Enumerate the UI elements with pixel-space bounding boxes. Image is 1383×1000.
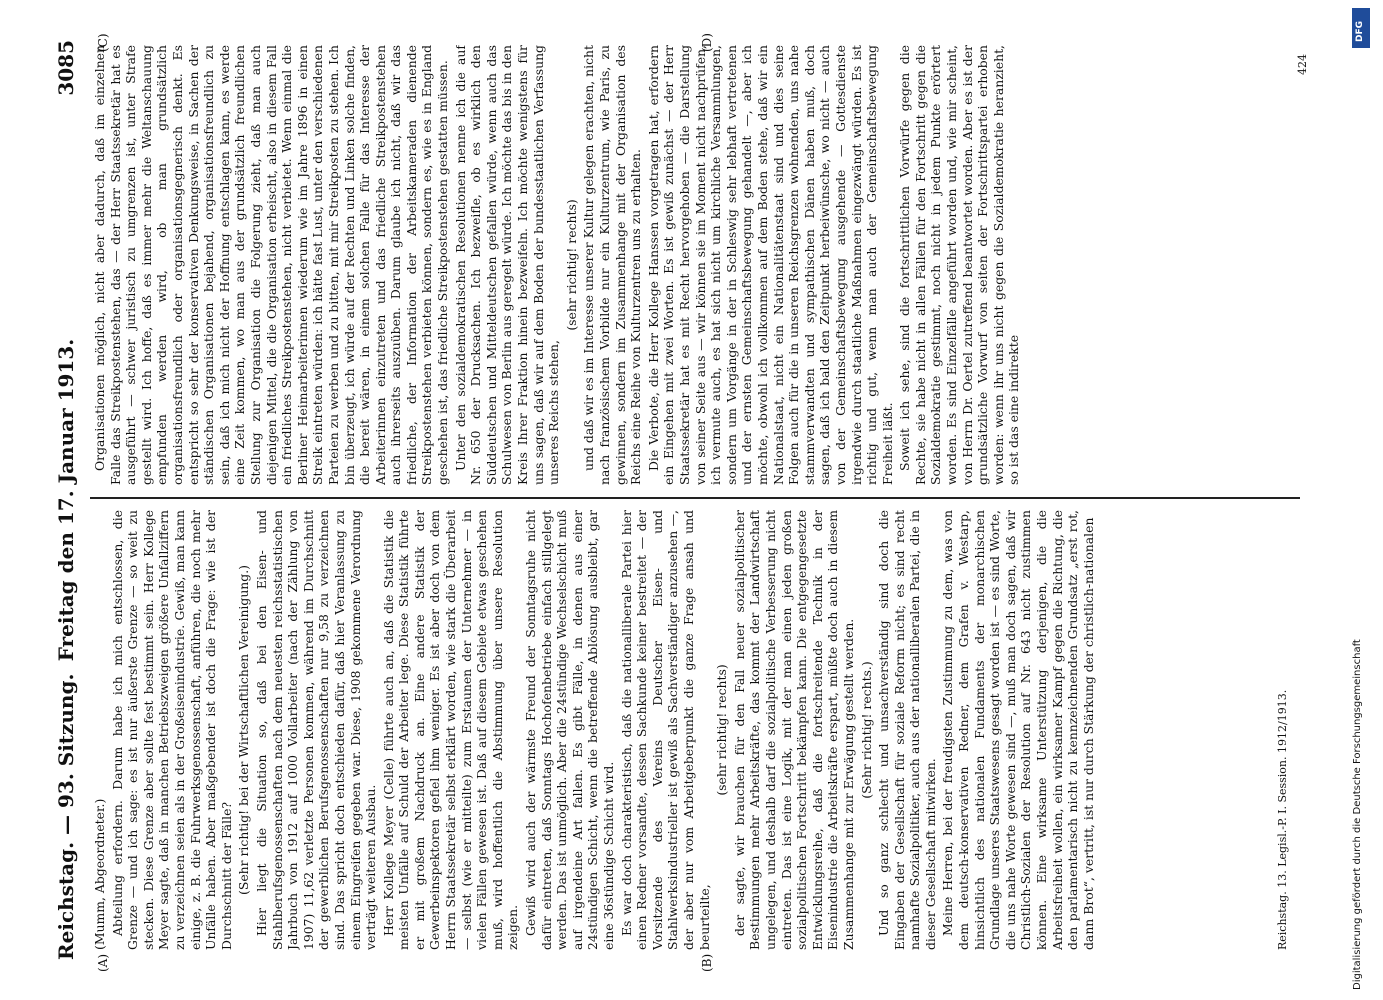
paragraph: Soweit ich sehe, sind die fortschrittlichen Vorwürfe gegen die Rechte, sie habe nicht in allen Fällen für den Fortschritt gegen die Sozialdemokratie gestimmt, noch nicht in jedem Punkte erörtert worden. Es sind Einzelfälle angeführt worden und, wie mir scheint, von Herrn Dr. Oertel zutreffend beantwortet worden. Aber es ist der grundsätzliche Vorwurf von seiten der Fortschrittspartei erhoben worden: wenn ihr uns nicht gegen die Sozialdemokratie heranzieht, so ist das eine indirekte <box>897 45 1022 485</box>
digitization-note-text: Digitalisierung gefördert durch die Deutsche Forschungsgemeinschaft <box>1352 639 1363 990</box>
left-column <box>92 510 1272 950</box>
interjection: (sehr richtig! rechts) <box>563 199 579 331</box>
paragraph: Gewiß wird auch der wärmste Freund der Sonntagsruhe nicht dafür eintreten, daß Sonntags Hochofenbetriebe einfach stillgelegt werden. Das ist unmöglich. Aber die 24stündige Wechselschicht muß auf irgendeine Art fallen. Es gibt Fälle, in denen aus einer 24stündigen Schicht, wenn die betreffende Ablösung ausbleibt, gar eine 36stündige Schicht wird. <box>523 510 616 950</box>
header-date: Freitag den 17. Januar 1913. <box>54 338 78 662</box>
margin-marker-d: (D) <box>700 33 714 52</box>
paragraph: Und so ganz schlecht und unsachverständig sind doch die Eingaben der Gesellschaft für soziale Reform nicht; es sind recht namhafte Sozialpolitiker, auch aus der nationalliberalen Partei, die in dieser Gesellschaft mitwirken. <box>876 510 938 950</box>
interjection: (Sehr richtig! rechts.) <box>858 661 874 799</box>
paragraph: Meine Herren, bei der freudigsten Zustimmung zu dem, was von dem deutsch-konservativen Redner, dem Grafen v. Westarp, hinsichtlich des nationalen Fundaments der monarchischen Grundlage unseres Staatswesens gesagt worden ist — es sind Worte, die uns nahe Worte gewesen sind —, muß man doch sagen, daß wir Christlich-Sozialen der Resolution auf Nr. 643 nicht zustimmen können. Eine wirksame Unterstützung derjenigen, die die Arbeitsfreiheit wollen, ein wirksamer Kampf gegen die Richtung, die den parlamentarisch nicht zu kennzeichnenden Grundsatz „erst rot, dann Brot“, vertritt, ist nur durch Stärkung der christlich-nationalen <box>940 510 1096 950</box>
paragraph: Abteilung erfordern. Darum habe ich mich entschlossen, die Grenze — und ich sage: es ist nur äußerste Grenze — so weit zu stecken. Diese Grenze aber sollte fest bestimmt sein. Herr Kollege Meyer sagte, daß in manchen Betriebszweigen größere Unfallziffern zu verzeichnen seien als in der Großeisenindustrie. Gewiß, man kann einige, z. B. die Fuhrwerksgenossenschaft, anführen, die noch mehr Unfälle haben. Aber maßgebender ist doch die Frage: wie ist der Durchschnitt der Fälle? <box>109 510 234 950</box>
paragraph: Organisationen möglich, nicht aber dadurch, daß im einzelnen Falle das Streikpostenstehen, das — der Herr Staatssekretär hat es ausgeführt — schwer juristisch zu umgrenzen ist, unter Strafe gestellt wird. Ich hoffe, daß es immer mehr die Weltanschauung empfunden werden wird, ob man grundsätzlich organisationsfreundlich oder organisationsgegnerisch denkt. Es entspricht so sehr der konservativen Denkungsweise, in Sachen der ständischen Organisationen bejahend, organisationsfreundlich zu sein, daß ich mich nicht der Hoffnung entschlagen kann, es werde eine Zeit kommen, wo man aus der grundsätzlich freundlichen Stellung zur Organisation die Folgerung zieht, daß man auch diejenigen Mittel, die die Organisation erheischt, also in diesem Fall ein friedliches Streikpostenstehen, nicht verbietet. Wenn einmal die Berliner Heimarbeiterinnen wiederum wie im Jahre 1896 in einen Streik eintreten würden: ich hätte fast Lust, unter den verschiedenen Parteien zu werben und zu bitten, mit mir Streikposten zu stehen. Ich bin überzeugt, ich würde auf der Rechten und Linken solche finden, die bereit wären, in einem solchen Falle für das Interesse der Arbeiterinnen einzutreten und das friedliche Streikpostenstehen auch ihrerseits auszuüben. Darum glaube ich nicht, daß wir das friedliche, der Information der Arbeitskameraden dienende Streikpostenstehen verbieten können, sondern es, wie es in England geschehen ist, das friedliche Streikpostenstehen gestatten müssen. <box>92 45 451 485</box>
paragraph: und daß wir es im Interesse unserer Kultur gelegen erachten, nicht nach französischem Vorbilde nur ein Kulturzentrum, wie Paris, zu gewinnen, sondern im Zusammenhange mit der Organisation des Reichs eine Reihe von Kulturzentren uns zu erhalten. <box>581 45 644 485</box>
header-page-number: 3085 <box>54 40 78 96</box>
speaker-label: (Mumm, Abgeordneter.) <box>92 798 107 950</box>
paragraph: Hier liegt die Situation so, daß bei den Eisen- und Stahlberufsgenossenschaften nach dem neuesten reichsstatistischen Jahrbuch von 1912 auf 1000 Vollarbeiter (nach der Zählung von 1907) 11,62 verletzte Personen kommen, während im Durchschnitt der gewerblichen Berufsgenossenschaften nur 9,58 zu verzeichnen sind. Das spricht doch entschieden dafür, daß hier Veranlassung zu einem Eingreifen gegeben war. Diese, 1908 gekommene Verordnung verträgt weiteren Ausbau. <box>253 510 379 950</box>
dfg-logo-text: DFG <box>1355 20 1365 42</box>
paragraph: Es war doch charakteristisch, daß die nationalliberale Partei hier einen Redner vorsandte, dessen Sachkunde keiner bestreitet — der Vorsitzende des Vereins Deutscher Eisen- und Stahlwerksindustrieller ist gewiß als Sachverständiger anzusehen —, der aber nur vom Arbeitgeberpunkt die ganze Frage ansah und beurteilte, <box>618 510 712 950</box>
paragraph: der sagte, wir brauchen für den Fall neuer sozialpolitischer Bestimmungen mehr Arbeitskräfte, das kommt der Landwirtschaft ungelegen, und deshalb darf die sozialpolitische Verbesserung nicht eintreten. Das ist eine Logik, mit der man einen jeden großen sozialpolitischen Fortschritt bekämpfen kann. Die entgegengesetzte Entwicklungsreihe, daß die fortschreitende Technik in der Eisenindustrie die Arbeitskräfte erspart, müßte doch auch in diesem Zusammenhange mit zur Erwägung gestellt werden. <box>731 510 856 950</box>
interjection: (Sehr richtig! bei der Wirtschaftlichen Vereinigung.) <box>236 565 252 895</box>
header-session: Reichstag. — 93. Sitzung. <box>54 673 78 960</box>
footer-sheet-number: 424 <box>1296 54 1309 75</box>
column-divider <box>90 497 1300 499</box>
page-header <box>50 40 86 960</box>
right-column <box>92 45 1292 485</box>
digitization-note <box>1340 10 1380 990</box>
interjection: (sehr richtig! rechts) <box>714 664 730 796</box>
paragraph: Unter den sozialdemokratischen Resolutionen nenne ich die auf Nr. 650 der Drucksachen. Ich bezweifle, ob es wirklich den Süddeutschen und Mitteldeutschen gefallen würde, wenn auch das Schulwesen von Berlin aus geregelt würde. Ich möchte das bis in den Kreis Ihrer Fraktion hinein bezweifeln. Ich möchte wenigstens für uns sagen, daß wir auf dem Boden der bundesstaatlichen Verfassung unseres Reichs stehen, <box>452 45 562 485</box>
paragraph: Herr Kollege Meyer (Celle) führte auch an, daß die Statistik die meisten Unfälle auf Schuld der Arbeiter lege. Diese Statistik führte er mit großem Nachdruck an. Eine andere Statistik der Gewerbeinspektoren gefiel ihm weniger. Es ist aber doch von dem Herrn Staatssekretär selbst erklärt worden, wie stark die Überarbeit — selbst (wie er mitteilte) zum Erstaunen der Unternehmer — in vielen Fällen gewesen ist. Daß auf diesem Gebiete etwas geschehen muß, wird hoffentlich die Abstimmung über unsere Resolution zeigen. <box>380 510 521 950</box>
margin-marker-b: (B) <box>700 953 714 972</box>
paragraph: Die Verbote, die Herr Kollege Hanssen vorgetragen hat, erfordern ein Eingehen mit zwei Worten. Es ist gewiß zunächst — der Herr Staatssekretär hat es mit Recht hervorgehoben — die Darstellung von seiner Seite aus — wir können sie im Moment nicht nachprüfen, ich vermute auch, es hat sich nicht um kirchliche Versammlungen, sondern um Vorgänge in der in Schleswig sehr lebhaft vertretenen und der ernsten Gemeinschaftsbewegung gehandelt —, aber ich möchte, obwohl ich vollkommen auf dem Boden stehe, daß wir ein Nationalstaat, nicht ein Nationalitätenstaat sind und dies seine Folgen auch für die in unseren Reichsgrenzen wohnenden, uns nahe stammverwandten und sympathischen Dänen haben muß, doch sagen, daß ich bald den Zeitpunkt herbeiwünsche, wo nicht — auch von der Gemeinschaftsbewegung ausgehende — Gottesdienste irgendwie durch staatliche Maßnahmen eingezwängt würden. Es ist richtig und gut, wenn man auch der Gemeinschaftsbewegung Freiheit läßt. <box>645 45 895 485</box>
margin-marker-a: (A) <box>96 953 110 972</box>
footer-session: Reichstag. 13. Legisl.-P. I. Session. 1912/1913. <box>1276 689 1289 950</box>
dfg-logo <box>1352 8 1370 48</box>
margin-marker-c: (C) <box>96 33 110 52</box>
